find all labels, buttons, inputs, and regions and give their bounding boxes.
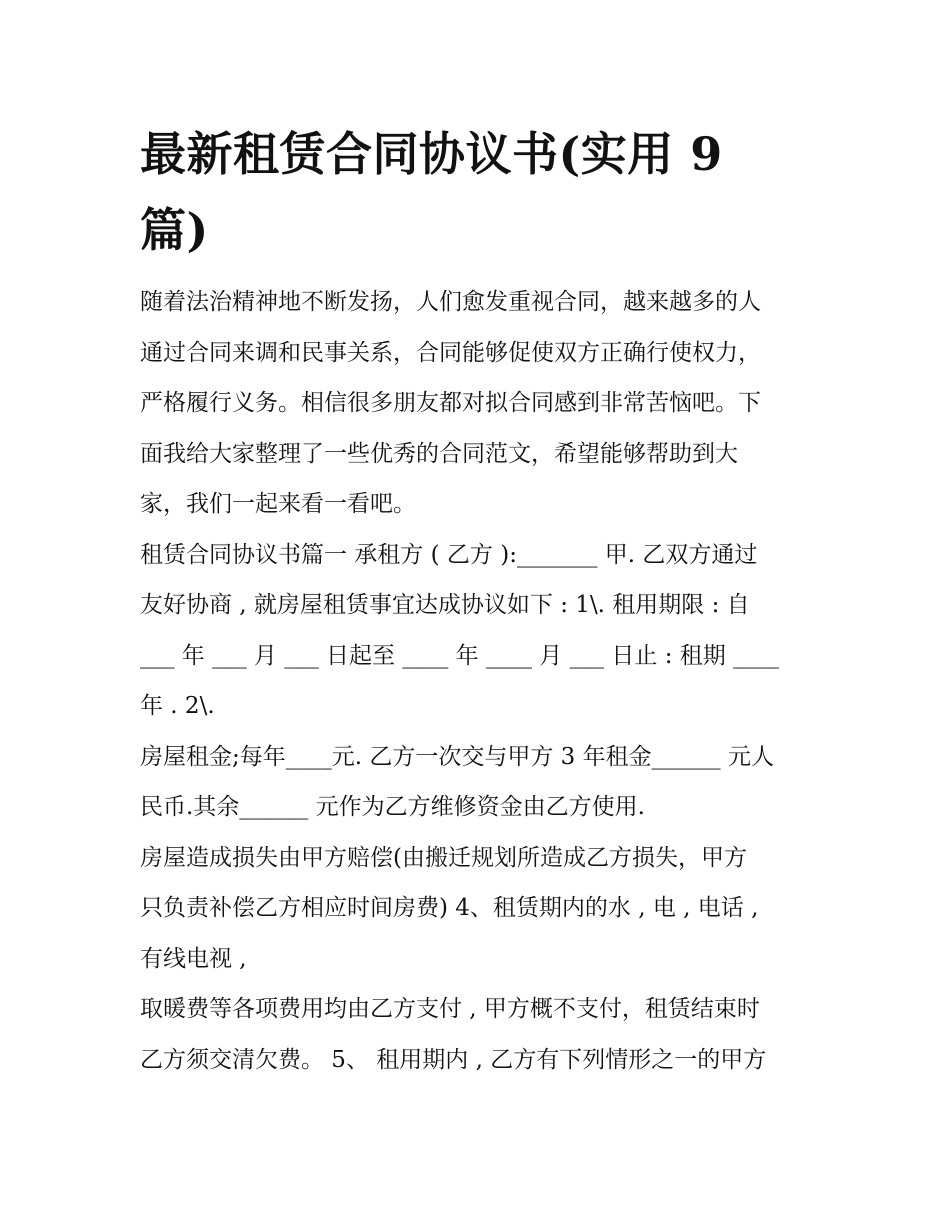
body-line: 通过合同来调和民事关系，合同能够促使双方正确行使权力， bbox=[140, 339, 761, 366]
body-line: 房屋造成损失由甲方赔偿(由搬迁规划所造成乙方损失，甲方 bbox=[140, 844, 747, 871]
body-line: 有线电视 , bbox=[140, 945, 247, 972]
body-line: 随着法治精神地不断发扬，人们愈发重视合同，越来越多的人 bbox=[140, 289, 761, 315]
body-line: 只负责补偿乙方相应时间房费) 4、租赁期内的水 , 电 , 电话 , bbox=[140, 895, 759, 921]
title-line-2: 篇) bbox=[140, 203, 209, 257]
body-line: 严格履行义务。相信很多朋友都对拟合同感到非常苦恼吧。下 bbox=[140, 390, 761, 416]
body-line: 面我给大家整理了一些优秀的合同范文，希望能够帮助到大 bbox=[140, 440, 738, 467]
document-body bbox=[140, 277, 830, 1085]
body-line: 乙方须交清欠费。 5、 租用期内 , 乙方有下列情形之一的甲方 bbox=[140, 1046, 767, 1073]
body-line: 年 . 2\. bbox=[140, 693, 215, 719]
body-line: 家，我们一起来看一看吧。 bbox=[140, 491, 416, 517]
body-line: 房屋租金;每年____元. 乙方一次交与甲方 3 年租金______ 元人 bbox=[140, 743, 774, 770]
body-line: 取暖费等各项费用均由乙方支付 , 甲方概不支付，租赁结束时 bbox=[140, 996, 760, 1022]
body-line: 租赁合同协议书篇一 承租方 ( 乙方 ):_______ 甲. 乙双方通过 bbox=[140, 541, 758, 568]
title-line-1: 最新租赁合同协议书(实用 9 bbox=[140, 127, 723, 181]
body-line: ___ 年 ___ 月 ___ 日起至 ____ 年 ____ 月 ___ 日止 : 租期 ____ bbox=[140, 642, 780, 669]
document-title bbox=[140, 116, 780, 268]
body-line: 友好协商 , 就房屋租赁事宜达成协议如下 : 1\. 租用期限 : 自 bbox=[140, 592, 750, 618]
body-line: 民币.其余______ 元作为乙方维修资金由乙方使用. bbox=[140, 794, 645, 820]
